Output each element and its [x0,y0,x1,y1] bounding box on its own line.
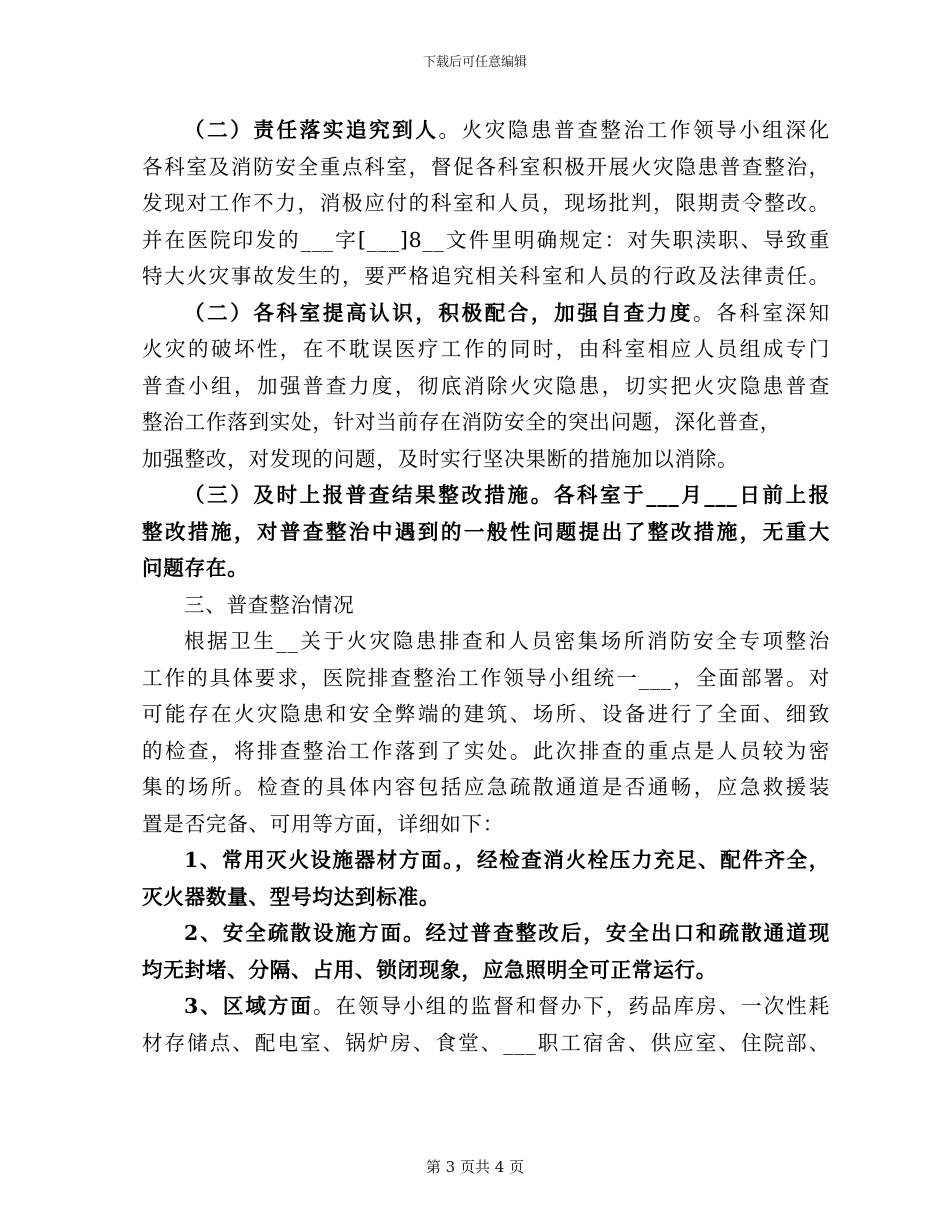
bold-run: 3、区域方面 [184,994,313,1018]
bold-run: 问题存在。 [142,556,249,580]
text-run: 三、普查整治情况 [184,592,355,617]
text-line [142,112,830,149]
text-line [142,258,830,295]
text-run: 置是否完备、可用等方面，详细如下： [142,811,505,836]
section-heading [142,587,830,624]
text-line [142,1025,830,1062]
document-body [142,112,830,1061]
text-run: 工作的具体要求，医院排查整治工作领导小组统一___，全面部署。对 [142,665,830,690]
bold-run: 2、安全疏散设施方面。经过普查整改后，安全出口和疏散通道现 [184,921,830,945]
text-run: 普查小组，加强普查力度，彻底消除火灾隐患，切实把火灾隐患普查 [142,373,830,398]
text-line [142,222,830,259]
text-line [142,550,830,587]
bold-run: （三）及时上报普查结果整改措施。各科室于___月___日前上报 [184,483,830,507]
text-run: 发现对工作不力，消极应付的科室和人员，现场批判，限期责令整改。 [142,191,830,215]
text-run: 。在领导小组的监督和督办下，药品库房、一次性耗 [312,994,830,1018]
bold-run: 1、常用灭火设施器材方面。，经检查消火栓压力充足、配件齐全， [184,848,830,872]
text-run: 火灾的破坏性，在不耽误医疗工作的同时，由科室相应人员组成专门 [142,337,830,361]
text-run: 并在医院印发的___字[___]8__文件里明确规定：对失职渎职、导致重 [142,227,830,252]
text-line [142,404,830,441]
bold-run: 灭火器数量、型号均达到标准。 [142,884,441,909]
page-header: 下载后可任意编辑 [422,55,527,70]
text-run: 的检查，将排查整治工作落到了实处。此次排查的重点是人员较为密 [142,738,830,763]
text-line [142,879,830,916]
text-line [142,806,830,843]
text-run: 。火灾隐患普查整治工作领导小组深化 [438,118,830,142]
text-line [142,477,830,514]
page-footer: 第 3 页共 4 页 [425,1158,525,1176]
text-line [142,514,830,551]
text-line [142,331,830,368]
bold-run: 均无封堵、分隔、占用、锁闭现象，应急照明全可正常运行。 [142,957,718,982]
text-run: 可能存在火灾隐患和安全弊端的建筑、场所、设备进行了全面、细致 [142,702,830,726]
text-line [142,733,830,770]
bold-run: （二）责任落实追究到人 [184,118,439,142]
text-line [142,623,830,660]
text-run: 。各科室深知 [693,300,830,325]
text-line [142,149,830,186]
text-line [142,441,830,478]
text-line [142,952,830,989]
bold-run: （二）各科室提高认识，积极配合，加强自查力度 [184,300,693,325]
text-line [142,660,830,697]
text-line [142,696,830,733]
text-line [142,368,830,405]
text-line [142,915,830,952]
text-run: 各科室及消防安全重点科室，督促各科室积极开展火灾隐患普查整治， [142,154,830,179]
text-line [142,185,830,222]
text-run: 材存储点、配电室、锅炉房、食堂、___职工宿舍、供应室、住院部、 [142,1030,830,1055]
bold-run: 整改措施，对普查整治中遇到的一般性问题提出了整改措施，无重大 [142,519,830,544]
text-run: 加强整改，对发现的问题，及时实行坚决果断的措施加以消除。 [142,446,739,471]
text-run: 特大火灾事故发生的，要严格追究相关科室和人员的行政及法律责任。 [142,264,830,288]
text-line [142,988,830,1025]
text-line [142,769,830,806]
text-line [142,295,830,332]
text-run: 根据卫生__关于火灾隐患排查和人员密集场所消防安全专项整治 [184,629,830,653]
text-run: 集的场所。检查的具体内容包括应急疏散通道是否通畅，应急救援装 [142,775,830,799]
text-line [142,842,830,879]
text-run: 整治工作落到实处，针对当前存在消防安全的突出问题，深化普查， [142,410,781,434]
